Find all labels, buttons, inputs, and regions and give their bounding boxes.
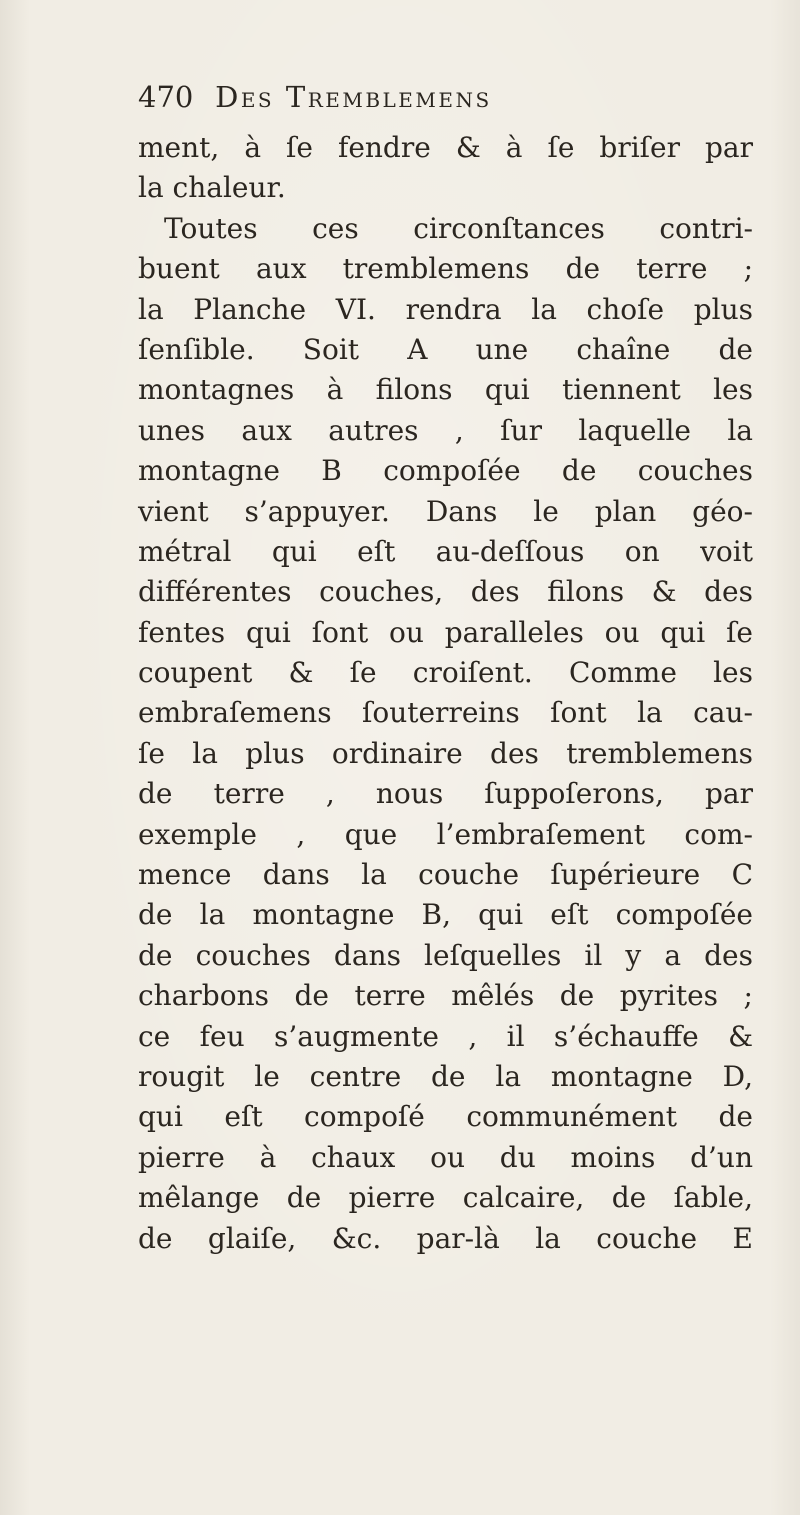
text-line: la chaleur.: [138, 171, 286, 205]
text-line: de couches dans leſquelles il y a des: [138, 938, 753, 972]
text-line: de terre , nous ſuppoſerons, par: [138, 777, 753, 811]
text-line: ce feu s’augmente , il s’échauffe &: [138, 1019, 753, 1053]
text-line: ſenſible. Soit A une chaîne de: [138, 332, 753, 366]
text-line: vient s’appuyer. Dans le plan géo-: [138, 494, 753, 528]
text-line: différentes couches, des filons & des: [138, 575, 753, 609]
text-line: unes aux autres , ſur laquelle la: [138, 413, 753, 447]
text-line: charbons de terre mêlés de pyrites ;: [138, 979, 753, 1013]
text-line: montagnes à filons qui tiennent les: [138, 373, 753, 407]
text-line: métral qui eſt au-deſſous on voit: [138, 534, 753, 568]
text-line: montagne B compoſée de couches: [138, 454, 753, 488]
text-line: pierre à chaux ou du moins d’un: [138, 1140, 753, 1174]
text-line: fentes qui ſont ou paralleles ou qui ſe: [138, 615, 753, 649]
text-line: de la montagne B, qui eſt compoſée: [138, 898, 753, 932]
text-line: de glaiſe, &c. par-là la couche E: [138, 1221, 753, 1255]
text-line: Toutes ces circonſtances contri-: [164, 211, 753, 245]
text-line: ſe la plus ordinaire des tremblemens: [138, 736, 753, 770]
page-number: 470: [138, 80, 194, 114]
text-line: mence dans la couche ſupérieure C: [138, 858, 753, 892]
text-line: mêlange de pierre calcaire, de ſable,: [138, 1181, 753, 1215]
text-line: qui eſt compoſé communément de: [138, 1100, 753, 1134]
text-line: la Planche VI. rendra la choſe plus: [138, 292, 753, 326]
text-line: ment, à ſe fendre & à ſe briſer par: [138, 131, 753, 164]
text-line: exemple , que l’embraſement com-: [138, 817, 753, 851]
text-line: buent aux tremblemens de terre ;: [138, 252, 753, 286]
text-line: rougit le centre de la montagne D,: [138, 1059, 753, 1093]
text-line: coupent & ſe croiſent. Comme les: [138, 656, 753, 690]
running-title: Des Tremblemens: [215, 80, 492, 114]
page-text: [138, 66, 753, 1259]
text-line: embraſemens ſouterreins ſont la cau-: [138, 696, 753, 730]
running-header: [138, 66, 753, 128]
